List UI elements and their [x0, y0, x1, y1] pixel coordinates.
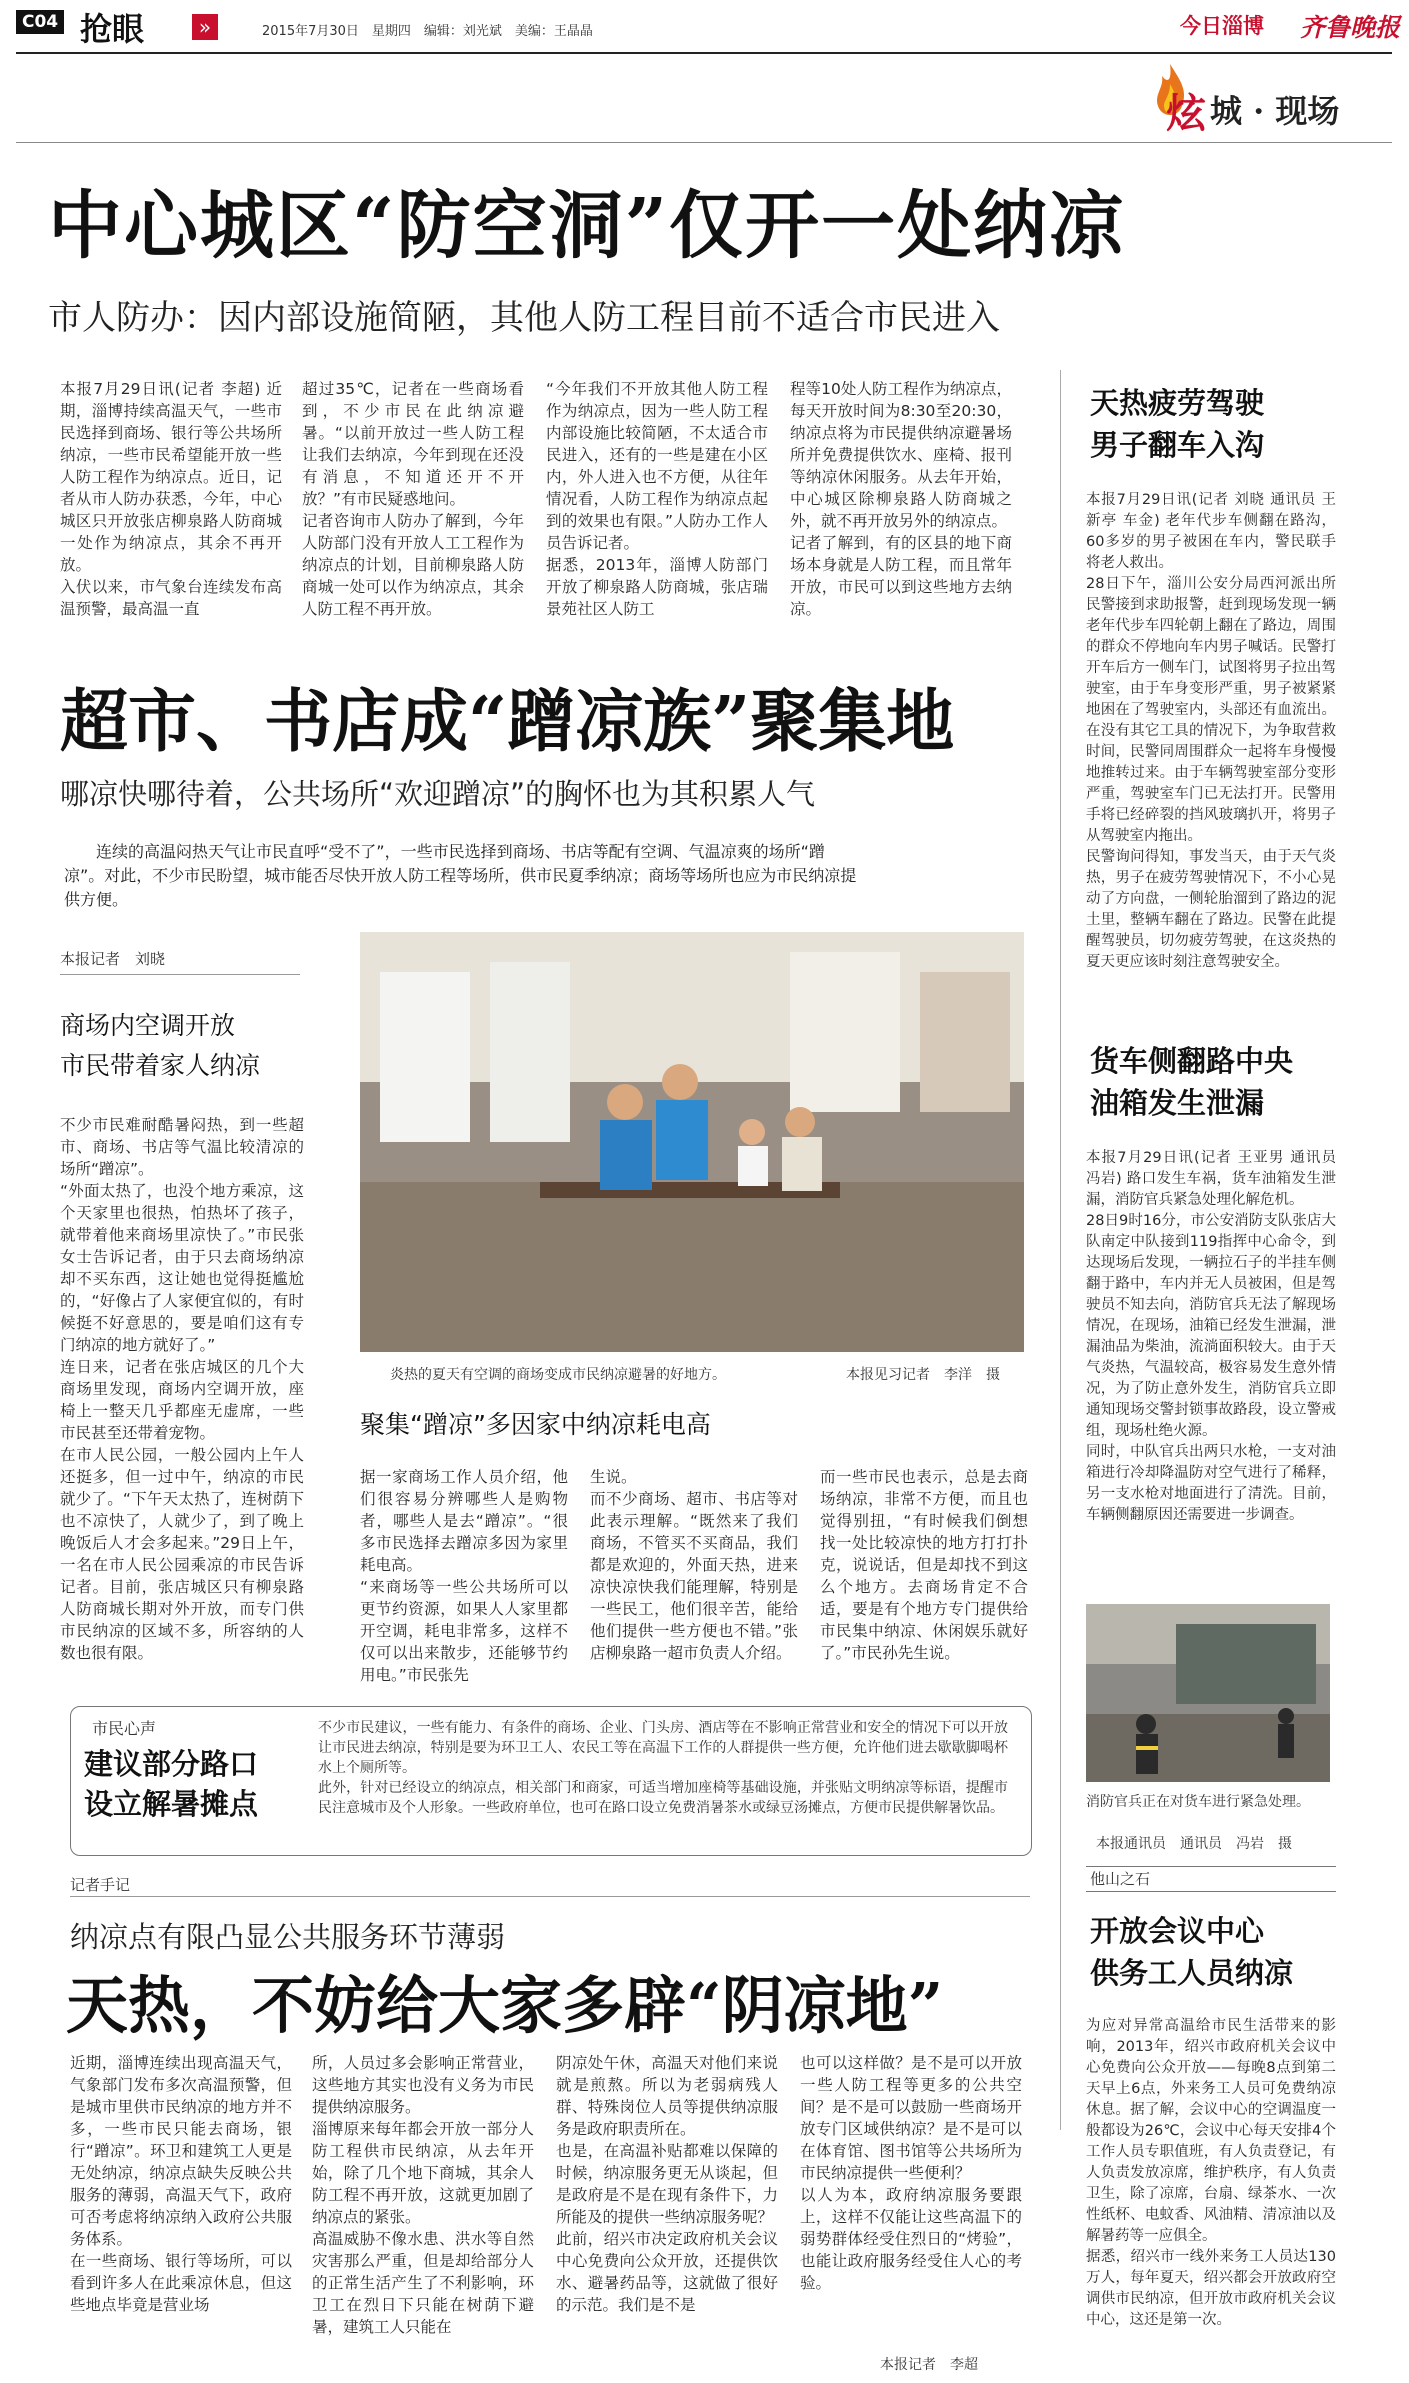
issue-meta: 2015年7月30日 星期四 编辑：刘光斌 美编：王晶晶: [262, 24, 593, 39]
page-number-label: C04: [16, 10, 64, 34]
sidebar-s2-text: 本报7月29日讯(记者 王亚男 通讯员 冯岩) 路口发生车祸，货车油箱发生泄漏，消防官兵紧急处理化解危机。 28日9时16分，市公安消防支队张店大队南定中队接到119指挥中心命令，到达现场后发现，一辆拉石子的半挂车侧翻于路中，车内并无人员被困，但是驾驶员不知去向，消防官兵无法了解现场情况，在现场，油箱已经发生泄漏，泄漏油品为柴油，流淌面积较大。由于天气炎热，气温较高，极容易发生意外情况，为了防止意外发生，消防官兵立即通知现场交警封锁事故路段，设立警戒组，现场杜绝火源。 同时，中队官兵出两只水枪，一支对油箱进行冷却降温防对空气进行了稀释，另一支水枪对地面进行了清洗。目前，车辆侧翻原因还需要进一步调查。: [1086, 1150, 1336, 1523]
citizen-voice-title: 建议部分路口 设立解暑摊点: [84, 1747, 259, 1821]
sec1-text: 不少市民难耐酷暑闷热，到一些超市、商场、书店等气温比较清凉的场所“蹭凉”。 “外面太热了，也没个地方乘凉，这个天家里也很热，怕热坏了孩子，就带着他来商场里凉快了。”市民张女士告诉记者，由于只去商场纳凉却不买东西，这让她也觉得挺尴尬的，“好像占了人家便宜似的，有时候挺不好意思的，要是咱们这有专门纳凉的地方就好了。” 连日来，记者在张店城区的几个大商场里发现，商场内空调开放，座椅上一整天几乎都座无虚席，一些市民甚至还带着宠物。 在市人民公园，一般公园内上午人还挺多，但一过中午，纳凉的市民就少了。“下午天太热了，连树荫下也不凉快了，人就少了，到了晚上晚饭后人才会多起来。”29日上午，一名在市人民公园乘凉的市民告诉记者。目前，张店城区只有柳泉路人防商城长期对外开放，而专门供市民纳凉的区域不多，所容纳的人数也很有限。: [60, 1116, 304, 1662]
brand-left: 今日淄博: [1180, 13, 1264, 38]
lead-col-1: 本报7月29日讯(记者 李超) 近期，淄博持续高温天气，一些市民选择到商场、银行等公共场所纳凉，一些市民希望能开放一些人防工程作为纳凉点。近日，记者从市人防办获悉，今年，中心城区只开放张店柳泉路人防商城一处作为纳凉点，其余不再开放。 入伏以来，市气象台连续发布高温预警，最高温一直: [60, 380, 282, 618]
sidebar-s1-text: 本报7月29日讯(记者 刘晓 通讯员 王新亭 车金) 老年代步车侧翻在路沟，60多岁的男子被困在车内，警民联手将老人救出。 28日下午，淄川公安分局西河派出所民警接到求助报警，赶到现场发现一辆老年代步车四轮朝上翻在了路边，周围的群众不停地向车内男子喊话。民警打开车后方一侧车门，试图将男子拉出驾驶室，由于车身变形严重，男子被紧紧地困在了驾驶室内，头部还有血流出。在没有其它工具的情况下，为争取营救时间，民警同周围群众一起将车身慢慢地推转过来。由于车辆驾驶室部分变形严重，驾驶室车门已无法打开。民警用手将已经碎裂的挡风玻璃扒开，将男子从驾驶室内拖出。 民警询问得知，事发当天，由于天气炎热，男子在疲劳驾驶情况下，不小心晃动了方向盘，一侧轮胎溜到了路边的泥土里，整辆车翻在了路边。民警在此提醒驾驶员，切勿疲劳驾驶，在这炎热的夏天更应该时刻注意驾驶安全。: [1086, 492, 1336, 970]
section-rule: [16, 142, 1392, 143]
chevron-right-icon: »: [192, 14, 218, 40]
column-logo-a: 炫: [1166, 90, 1206, 137]
sec1-title: 商场内空调开放 市民带着家人纳凉: [60, 1011, 261, 1080]
truck-photo: [1086, 1604, 1330, 1782]
lead-col-3: “今年我们不开放其他人防工程作为纳凉点，因为一些人防工程内部设施比较简陋，不太适合市民进入，还有的一些是建在小区内，外人进入也不方便，从往年情况看，人防工程作为纳凉点起到的效果也有限。”人防办工作人员告诉记者。 据悉，2013年，淄博人防部门开放了柳泉路人防商城，张店瑞景苑社区人防工: [546, 380, 768, 618]
lead-col-4: 程等10处人防工程作为纳凉点，每天开放时间为8:30至20:30，纳凉点将为市民提供纳凉避暑场所并免费提供饮水、座椅、报刊等纳凉休闲服务。从去年开始，中心城区除柳泉路人防商城之外，就不再开放另外的纳凉点。 记者了解到，有的区县的地下商场本身就是人防工程，而且常年开放，市民可以到这些地方去纳凉。: [790, 380, 1012, 618]
commentary-col-3: 阴凉处午休，高温天对他们来说就是煎熬。所以为老弱病残人群、特殊岗位人员等提供纳凉服务是政府职责所在。 也是，在高温补贴都难以保障的时候，纳凉服务更无从谈起，但是政府是不是在现有条件下，力所能及的提供一些纳凉服务呢？ 此前，绍兴市决定政府机关会议中心免费向公众开放，还提供饮水、避暑药品等，这就做了很好的示范。我们是不是: [556, 2054, 778, 2314]
commentary-col-2: 所，人员过多会影响正常营业，这些地方其实也没有义务为市民提供纳凉服务。 淄博原来每年都会开放一部分人防工程供市民纳凉，从去年开始，除了几个地下商城，其余人防工程不再开放，这就更加剧了纳凉点的紧张。 高温威胁不像水患、洪水等自然灾害那么严重，但是却给部分人的正常生活产生了不利影响，环卫工在烈日下只能在树荫下避暑，建筑工人只能在: [312, 2054, 534, 2336]
lead-subhead: 市人防办：因内部设施简陋，其他人防工程目前不适合市民进入: [48, 298, 1000, 338]
section-title: 抢眼: [80, 10, 145, 48]
sidebar-s2-title: 货车侧翻路中央 油箱发生泄漏: [1090, 1044, 1294, 1120]
sec2-title: 聚集“蹭凉”多因家中纳凉耗电高: [360, 1410, 711, 1439]
byline-rule: [60, 974, 300, 975]
sidebar-divider: [1060, 370, 1061, 2130]
commentary-col-4: 也可以这样做？是不是可以开放一些人防工程等更多的公共空间？是不是可以鼓励一些商场开放专门区域供纳凉？是不是可以在体育馆、图书馆等公共场所为市民纳凉提供一些便利？ 以人为本，政府纳凉服务要跟上，这样不仅能让这些高温下的弱势群体经受住烈日的“烤验”，也能让政府服务经受住人心的考验。: [800, 2054, 1022, 2292]
citizen-voice-text: 不少市民建议，一些有能力、有条件的商场、企业、门头房、酒店等在不影响正常营业和安全的情况下可以开放让市民进去纳凉，特别是要为环卫工人、农民工等在高温下工作的人群提供一些方便，允许他们进去歇歇脚喝杯水上个厕所等。 此外，针对已经设立的纳凉点，相关部门和商家，可适当增加座椅等基础设施，并张贴文明纳凉等标语，提醒市民注意城市及个人形象。一些政府单位，也可在路口设立免费消暑茶水或绿豆汤摊点，方便市民提供解暑饮品。: [318, 1720, 1008, 1816]
sec2-col-1: 据一家商场工作人员介绍，他们很容易分辨哪些人是购物者，哪些人是去“蹭凉”。“很多市民选择去蹭凉多因为家里耗电高。 “来商场等一些公共场所可以更节约资源，如果人人家里都开空调，耗电非常多，这样不仅可以出来散步，还能够节约用电。”市民张先: [360, 1468, 568, 1684]
commentary-tag: 记者手记: [70, 1876, 131, 1894]
brand-right: 齐鲁晚报: [1300, 13, 1401, 42]
sidebar-tag: 他山之石: [1090, 1870, 1151, 1888]
lead-headline: 中心城区“防空洞”仅开一处纳凉: [48, 183, 1126, 269]
photo-caption: 炎热的夏天有空调的商场变成市民纳凉避暑的好地方。: [390, 1367, 726, 1383]
photo-credit: 本报见习记者 李洋 摄: [846, 1367, 1000, 1383]
lead-col-2: 超过35℃，记者在一些商场看到，不少市民在此纳凉避暑。“以前开放过一些人防工程让我们去纳凉，今年到现在还没有消息，不知道还开不开放？”有市民疑惑地问。 记者咨询市人防办了解到，今年人防部门没有开放人工工程作为纳凉点的计划，目前柳泉路人防商城一处可以作为纳凉点，其余人防工程不再开放。: [302, 380, 524, 618]
sidebar-s3-title: 开放会议中心 供务工人员纳凉: [1090, 1914, 1294, 1990]
second-subhead: 哪凉快哪待着，公共场所“欢迎蹭凉”的胸怀也为其积累人气: [60, 777, 816, 811]
page-number: [16, 12, 64, 32]
mall-photo: [360, 932, 1024, 1352]
commentary-kicker: 纳凉点有限凸显公共服务环节薄弱: [70, 1920, 506, 1954]
citizen-voice-tag: 市民心声: [92, 1719, 157, 1738]
sidebar-s3-text: 为应对异常高温给市民生活带来的影响，2013年，绍兴市政府机关会议中心免费向公众开放——每晚8点到第二天早上6点，外来务工人员可免费纳凉休息。据了解，会议中心的空调温度一般都设为26℃，会议中心每天安排4个工作人员专职值班，有人负责登记，有人负责发放凉席，维护秩序，有人负责卫生，除了凉席，台扇、绿茶水、一次性纸杯、电蚊香、风油精、清凉油以及解暑药等一应俱全。 据悉，绍兴市一线外来务工人员达130万人，每年夏天，绍兴都会开放政府空调供市民纳凉，但开放市政府机关会议中心，这还是第一次。: [1086, 2018, 1336, 2328]
commentary-byline: 本报记者 李超: [880, 2357, 978, 2373]
sec2-col-3: 而一些市民也表示，总是去商场纳凉，非常不方便，而且也觉得别扭，“有时候我们倒想找一处比较凉快的地方打打扑克，说说话，但是却找不到这么个地方。去商场肯定不合适，要是有个地方专门提供给市民集中纳凉、休闲娱乐就好了。”市民孙先生说。: [820, 1468, 1028, 1662]
column-logo-b: 城 · 现场: [1210, 92, 1340, 130]
sidebar-s1-title: 天热疲劳驾驶 男子翻车入沟: [1090, 386, 1265, 462]
commentary-col-1: 近期，淄博连续出现高温天气，气象部门发布多次高温预警，但是城市里供市民纳凉的地方并不多，一些市民只能去商场，银行“蹭凉”。环卫和建筑工人更是无处纳凉，纳凉点缺失反映公共服务的薄弱，高温天气下，政府可否考虑将纳凉纳入政府公共服务体系。 在一些商场、银行等场所，可以看到许多人在此乘凉休息，但这些地点毕竟是营业场: [70, 2054, 292, 2314]
second-byline: 本报记者 刘晓: [60, 950, 166, 968]
header-rule: [16, 52, 1392, 54]
second-headline: 超市、书店成“蹭凉族”聚集地: [60, 682, 955, 762]
truck-photo-credit: 本报通讯员 通讯员 冯岩 摄: [1096, 1836, 1292, 1852]
truck-photo-caption: 消防官兵正在对货车进行紧急处理。: [1086, 1794, 1310, 1810]
commentary-headline: 天热，不妨给大家多辟“阴凉地”: [66, 1969, 944, 2042]
commentary-rule: [70, 1896, 1030, 1897]
sec2-col-2: 生说。 而不少商场、超市、书店等对此表示理解。“既然来了我们商场，不管买不买商品，我们都是欢迎的，外面天热，进来凉快凉快我们能理解，特别是一些民工，他们很辛苦，能给他们提供一些方便也不错。”张店柳泉路一超市负责人介绍。: [590, 1468, 798, 1662]
second-intro: 连续的高温闷热天气让市民直呼“受不了”，一些市民选择到商场、书店等配有空调、气温凉爽的场所“蹭凉”。对此，不少市民盼望，城市能否尽快开放人防工程等场所，供市民夏季纳凉；商场等场所也应为市民纳凉提供方便。: [64, 842, 857, 909]
